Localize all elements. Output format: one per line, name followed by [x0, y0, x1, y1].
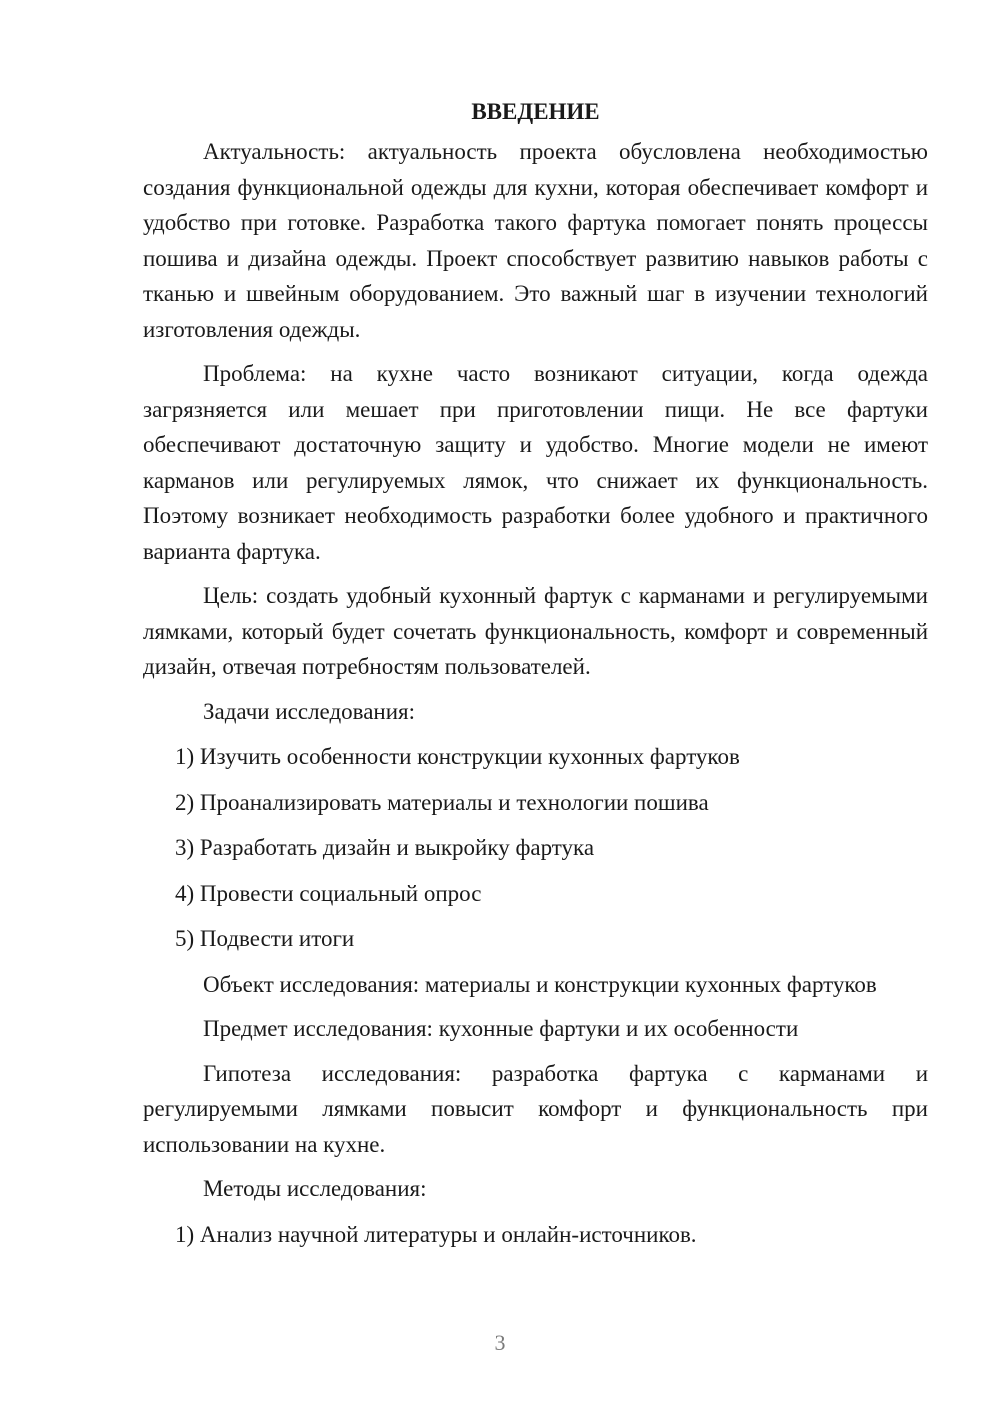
method-item: 1) Анализ научной литературы и онлайн-источников. — [175, 1221, 697, 1247]
hypothesis-paragraph: Гипотеза исследования: разработка фартука с карманами и регулируемыми лямками повысит комфорт и функциональность при использовании на кухне. — [143, 1060, 928, 1157]
methods-heading: Методы исследования: — [203, 1176, 427, 1201]
goal-paragraph: Цель: создать удобный кухонный фартук с карманами и регулируемыми лямками, который будет сочетать функциональность, комфорт и современный дизайн, отвечая потребностям пользователей. — [143, 583, 928, 679]
object-paragraph: Объект исследования: материалы и конструкции кухонных фартуков — [203, 971, 877, 997]
task-item: 2) Проанализировать материалы и технологии пошива — [175, 789, 709, 815]
tasks-heading: Задачи исследования: — [203, 698, 416, 724]
task-item: 1) Изучить особенности конструкции кухонных фартуков — [175, 744, 740, 769]
subject-paragraph: Предмет исследования: кухонные фартуки и их особенности — [203, 1016, 799, 1041]
page-number: 3 — [494, 1330, 506, 1355]
section-title: ВВЕДЕНИЕ — [471, 99, 600, 124]
relevance-paragraph: Актуальность: актуальность проекта обусловлена необходимостью создания функциональной одежды для кухни, которая обеспечивает комфорт и удобство при готовке. Разработка такого фартука помогает понять процессы пошива и дизайна одежды. Проект способствует развитию навыков работы с тканью и швейным оборудованием. Это важный шаг в изучении технологий изготовления одежды. — [143, 139, 928, 342]
task-item: 5) Подвести итоги — [175, 926, 355, 951]
page-content — [143, 90, 928, 1262]
problem-paragraph: Проблема: на кухне часто возникают ситуации, когда одежда загрязняется или мешает при приготовлении пищи. Не все фартуки обеспечивают достаточную защиту и удобство. Многие модели не имеют карманов или регулируемых лямок, что снижает их функциональность. Поэтому возникает необходимость разработки более удобного и практичного варианта фартука. — [143, 361, 928, 564]
task-item: 4) Провести социальный опрос — [175, 880, 482, 906]
task-item: 3) Разработать дизайн и выкройку фартука — [175, 835, 595, 860]
